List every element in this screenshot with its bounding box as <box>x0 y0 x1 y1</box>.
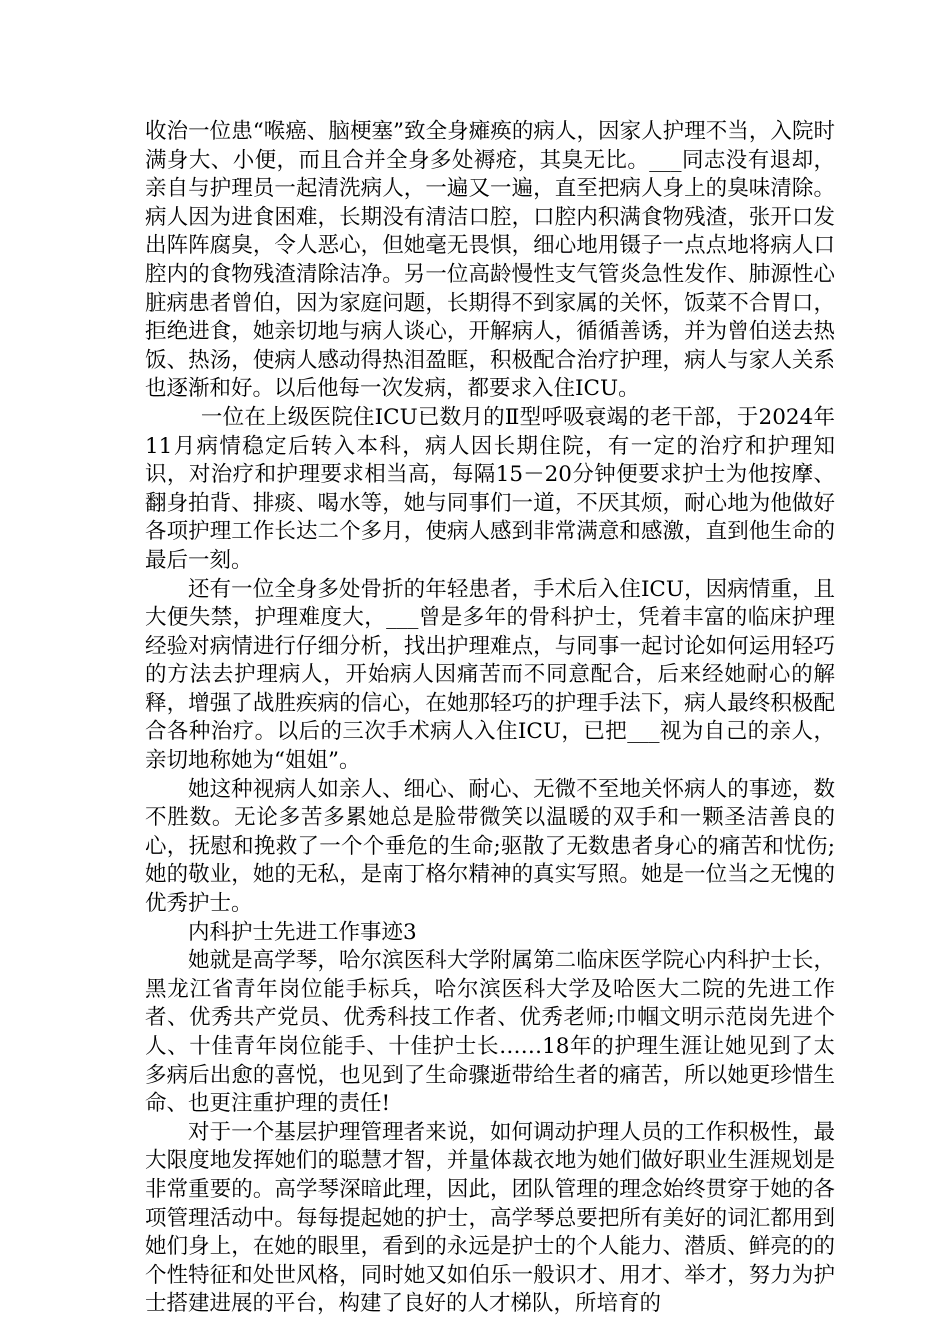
paragraph-3: 还有一位全身多处骨折的年轻患者，手术后入住ICU，因病情重，且大便失禁，护理难度大，___曾是多年的骨科护士，凭着丰富的临床护理经验对病情进行仔细分析，找出护理难点，与同事一起讨论如何运用轻巧的方法去护理病人，开始病人因痛苦而不同意配合，后来经她耐心的解释，增强了战胜疾病的信心，在她那轻巧的护理手法下，病人最终积极配合各种治疗。以后的三次手术病人入住ICU，已把___视为自己的亲人，亲切地称她为“姐姐”。 <box>145 576 835 774</box>
paragraph-5: 她就是高学琴，哈尔滨医科大学附属第二临床医学院心内科护士长，黑龙江省青年岗位能手标兵，哈尔滨医科大学及哈医大二院的先进工作者、优秀共产党员、优秀科技工作者、优秀老师;巾帼文明示范岗先进个人、十佳青年岗位能手、十佳护士长……18年的护理生涯让她见到了太多病后出愈的喜悦，也见到了生命骤逝带给生者的痛苦，所以她更珍惜生命、也更注重护理的责任! <box>145 948 835 1117</box>
paragraph-6: 对于一个基层护理管理者来说，如何调动护理人员的工作积极性，最大限度地发挥她们的聪慧才智，并量体裁衣地为她们做好职业生涯规划是非常重要的。高学琴深暗此理，因此，团队管理的理念始终贯穿于她的各项管理活动中。每每提起她的护士，高学琴总要把所有美好的词汇都用到她们身上，在她的眼里，看到的永远是护士的个人能力、潜质、鲜亮的的个性特征和处世风格，同时她又如伯乐一般识才、用才、举才，努力为护士搭建进展的平台，构建了良好的人才梯队，所培育的 <box>145 1119 835 1317</box>
document-page <box>145 118 835 1319</box>
paragraph-1: 收治一位患“喉癌、脑梗塞”致全身瘫痪的病人，因家人护理不当，入院时满身大、小便，而且合并全身多处褥疮，其臭无比。___同志没有退却，亲自与护理员一起清洗病人，一遍又一遍，直至把病人身上的臭味清除。病人因为进食困难，长期没有清洁口腔，口腔内积满食物残渣，张开口发出阵阵腐臭，令人恶心，但她毫无畏惧，细心地用镊子一点点地将病人口腔内的食物残渣清除洁净。另一位高龄慢性支气管炎急性发作、肺源性心脏病患者曾伯，因为家庭问题，长期得不到家属的关怀，饭菜不合胃口，拒绝进食，她亲切地与病人谈心，开解病人，循循善诱，并为曾伯送去热饭、热汤，使病人感动得热泪盈眶，积极配合治疗护理，病人与家人关系也逐渐和好。以后他每一次发病，都要求入住ICU。 <box>145 119 835 402</box>
paragraph-4: 她这种视病人如亲人、细心、耐心、无微不至地关怀病人的事迹，数不胜数。无论多苦多累她总是脸带微笑以温暖的双手和一颗圣洁善良的心，抚慰和挽救了一个个垂危的生命;驱散了无数患者身心的痛苦和忧伤;她的敬业，她的无私，是南丁格尔精神的真实写照。她是一位当之无愧的优秀护士。 <box>145 776 835 917</box>
paragraph-2: 一位在上级医院住ICU已数月的Ⅱ型呼吸衰竭的老干部，于2024年11月病情稳定后转入本科，病人因长期住院，有一定的治疗和护理知识，对治疗和护理要求相当高，每隔15－20分钟便要求护士为他按摩、翻身拍背、排痰、喝水等，她与同事们一道，不厌其烦，耐心地为他做好各项护理工作长达二个多月，使病人感到非常满意和感激，直到他生命的最后一刻。 <box>145 404 835 573</box>
section-heading: 内科护士先进工作事迹3 <box>188 919 417 945</box>
